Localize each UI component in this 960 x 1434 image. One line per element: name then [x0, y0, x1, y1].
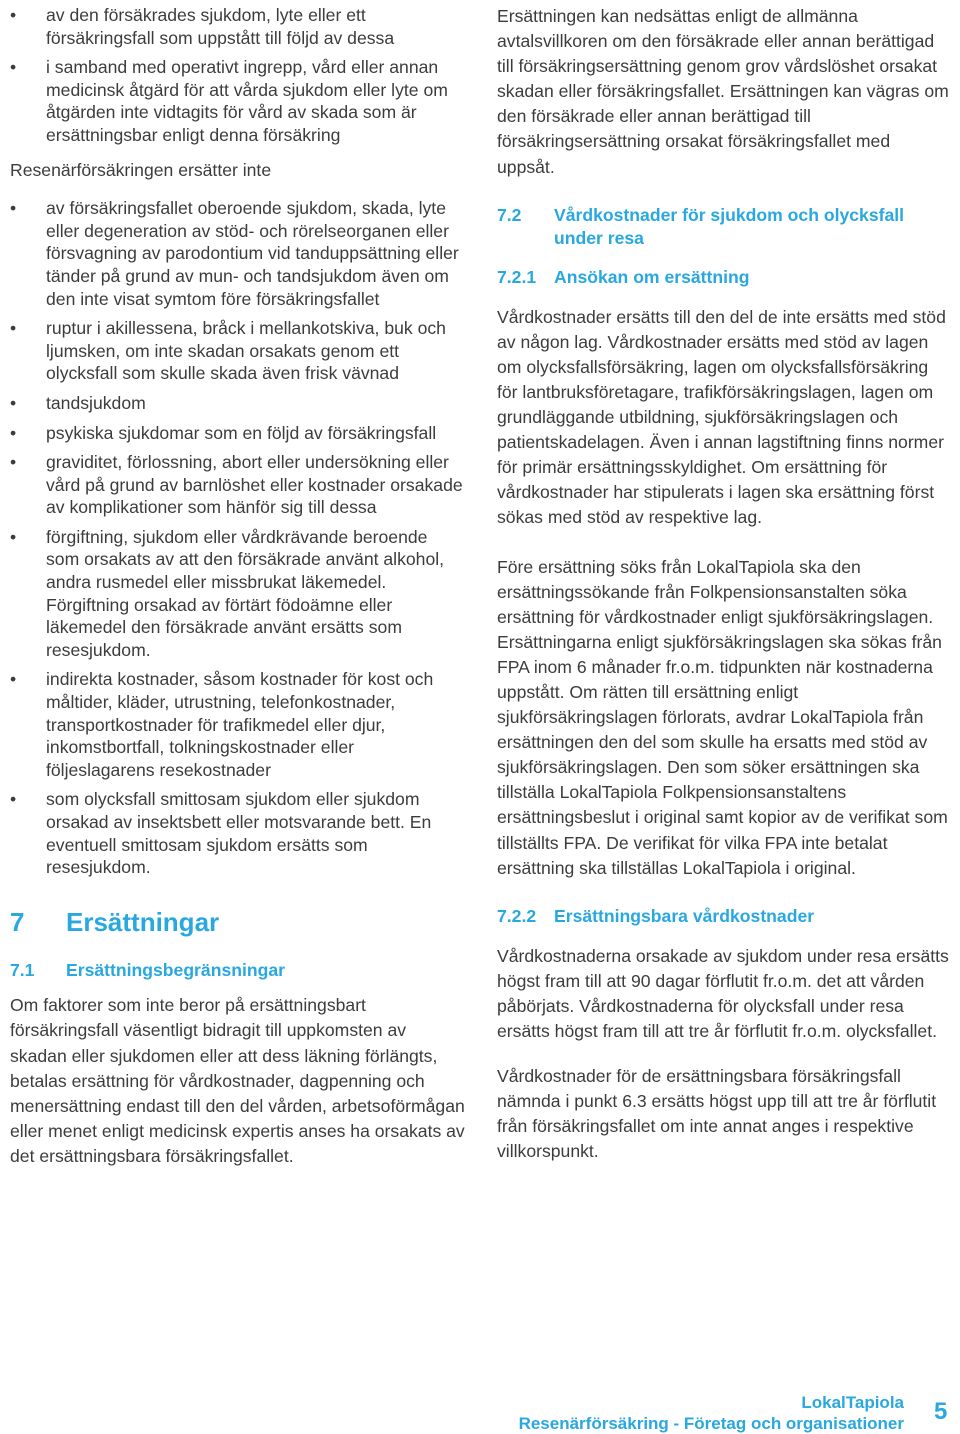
list-item: • i samband med operativt ingrepp, vård eller annan medicinsk åtgärd för att vårda sjukdom eller lyte om åtgärden inte vidtagits för vård av skada som är ersättningsbar enligt denna försäkring: [10, 56, 465, 146]
section-7-2-2-text-1: Vårdkostnaderna orsakade av sjukdom under resa ersätts högst fram till att 90 dagar förflutit fr.o.m. det att vården påbörjats. Vårdkostnaderna för olycksfall under resa ersätts högst fram till att tre år förflutit fr.o.m. olycksfallet.: [497, 945, 949, 1041]
bullet-list-top: [10, 4, 465, 147]
left-column: [10, 4, 465, 1193]
section-number: 7.1: [10, 959, 35, 980]
section-7-2-1-text-2: Före ersättning söks från LokalTapiola ska den ersättningssökande från Folkpensionsanstalten söka ersättning för vårdkostnader enligt sjukförsäkringslagen. Ersättningarna enligt sjukförsäkringslagen ska sökas från FPA inom 6 månader fr.o.m. tidpunkten när kostnaderna uppstått. Om rätten till ersättning enligt sjukförsäkringslagen förlorats, avdrar LokalTapiola från ersättningen den del som skulle ha ersatts med stöd av sjukförsäkringslagen. Den som söker ersättningen ska tillställa LokalTapiola Folkpensionsanstaltens ersättningsbeslut i original samt kopior av de verifikat som tillställts FPA. De verifikat för vilka FPA inte betalat ersättning ska tillställas LokalTapiola i original.: [497, 556, 948, 878]
footer-subtitle: Resenärförsäkring - Företag och organisationer: [518, 1414, 904, 1433]
list-item: • av försäkringsfallet oberoende sjukdom, skada, lyte eller degeneration av stöd- och rörelseorganen eller försvagning av parodontium vid tanduppsättning eller tänder på grund av mun- och tandsjukdom även om den inte visat symtom före försäkringsfallet: [10, 197, 465, 310]
section-number: 7.2: [497, 204, 522, 225]
list-item: • som olycksfall smittosam sjukdom eller sjukdom orsakad av insektsbett eller motsvarande bett. En eventuell smittosam sjukdom ersätts som resesjukdom.: [10, 788, 465, 878]
section-number: 7.2.2: [497, 905, 537, 926]
list-item: • ruptur i akillessena, bråck i mellankotskiva, buk och ljumsken, om inte skadan orsakats genom ett olycksfall som skulle skada även frisk vävnad: [10, 317, 465, 385]
section-7-heading: [10, 907, 465, 937]
section-7-2-heading: [497, 204, 952, 250]
section-title: Ersättningsbara vårdkostnader: [554, 905, 815, 926]
page-number: 5: [934, 1398, 948, 1425]
list-item: • graviditet, förlossning, abort eller undersökning eller vård på grund av barnlöshet eller kostnader orsakade av komplikationer som hänför sig till dessa: [10, 451, 465, 519]
section-title: Ansökan om ersättning: [554, 266, 750, 287]
list-item: • tandsjukdom: [10, 392, 465, 415]
list-item: • psykiska sjukdomar som en följd av försäkringsfall: [10, 422, 465, 445]
section-title: Ersättningar: [66, 906, 220, 937]
footer-brand: LokalTapiola: [801, 1393, 904, 1412]
section-7-1-text: Om faktorer som inte beror på ersättningsbart försäkringsfall väsentligt bidragit till uppkomsten av skadan eller sjukdomen eller att dess läkning förlängts, betalas ersättning för vårdkostnader, dagpenning och menersättning endast till den del vården, arbetsoförmågan eller menet enligt medicinsk expertis anses ha orsakats av det ersättningsbara försäkringsfallet.: [10, 995, 465, 1166]
list-item: • av den försäkrades sjukdom, lyte eller ett försäkringsfall som uppstått till följd av dessa: [10, 4, 465, 49]
bullet-list-exclusions: [10, 197, 465, 879]
section-7-2-1-text-1: Vårdkostnader ersätts till den del de inte ersätts med stöd av någon lag. Vårdkostnader ersätts med stöd av lagen om olycksfallsförsäkring, lagen om olycksfallsförsäkring för lantbruksföretagare, trafikförsäkringslagen, lagen om grundläggande utbildning, sjukförsäkringslagen och patientskadelagen. Även i annan lagstiftning finns normer för primär ersättningsskyldighet. Om ersättning för vårdkostnader har stipulerats i lagen ska ersättning först sökas med stöd av respektive lag.: [497, 306, 946, 528]
section-7-1-heading: [10, 959, 465, 982]
section-7-2-2-text-2: Vårdkostnader för de ersättningsbara försäkringsfall nämnda i punkt 6.3 ersätts högst upp till att tre år förflutit från försäkringsfallet om inte annat anges i respektive villkorspunkt.: [497, 1066, 937, 1162]
exclusions-intro: Resenärförsäkringen ersätter inte: [10, 159, 272, 180]
section-7-2-1-heading: [497, 266, 952, 289]
right-column: [497, 4, 952, 1188]
list-item: • förgiftning, sjukdom eller vårdkrävande beroende som orsakats av att den försäkrade använt alkohol, andra rusmedel eller missbrukat läkemedel. Förgiftning orsakad av förtärt födoämne eller läkemedel den försäkrade använt ersätts som resesjukdom.: [10, 526, 465, 662]
section-7-2-2-heading: [497, 905, 952, 928]
section-number: 7.2.1: [497, 266, 537, 287]
reduction-text: Ersättningen kan nedsättas enligt de allmänna avtalsvillkoren om den försäkrade eller annan berättigad till försäkringsersättning genom grov vårdslöshet orsakat skadan eller försäkringsfallet. Ersättningen kan vägras om den försäkrade eller annan berättigad till försäkringsersättning orsakat försäkringsfallet med uppsåt.: [497, 6, 949, 177]
section-title: Vårdkostnader för sjukdom och olycksfall under resa: [554, 204, 905, 248]
section-number: 7: [10, 906, 25, 937]
section-title: Ersättningsbegränsningar: [66, 959, 285, 980]
page-footer: [519, 1392, 904, 1434]
list-item: • indirekta kostnader, såsom kostnader för kost och måltider, kläder, utrustning, telefonkostnader, transportkostnader för trafikmedel eller djur, inkomstbortfall, tolkningskostnader eller följeslagarens resekostnader: [10, 668, 465, 781]
